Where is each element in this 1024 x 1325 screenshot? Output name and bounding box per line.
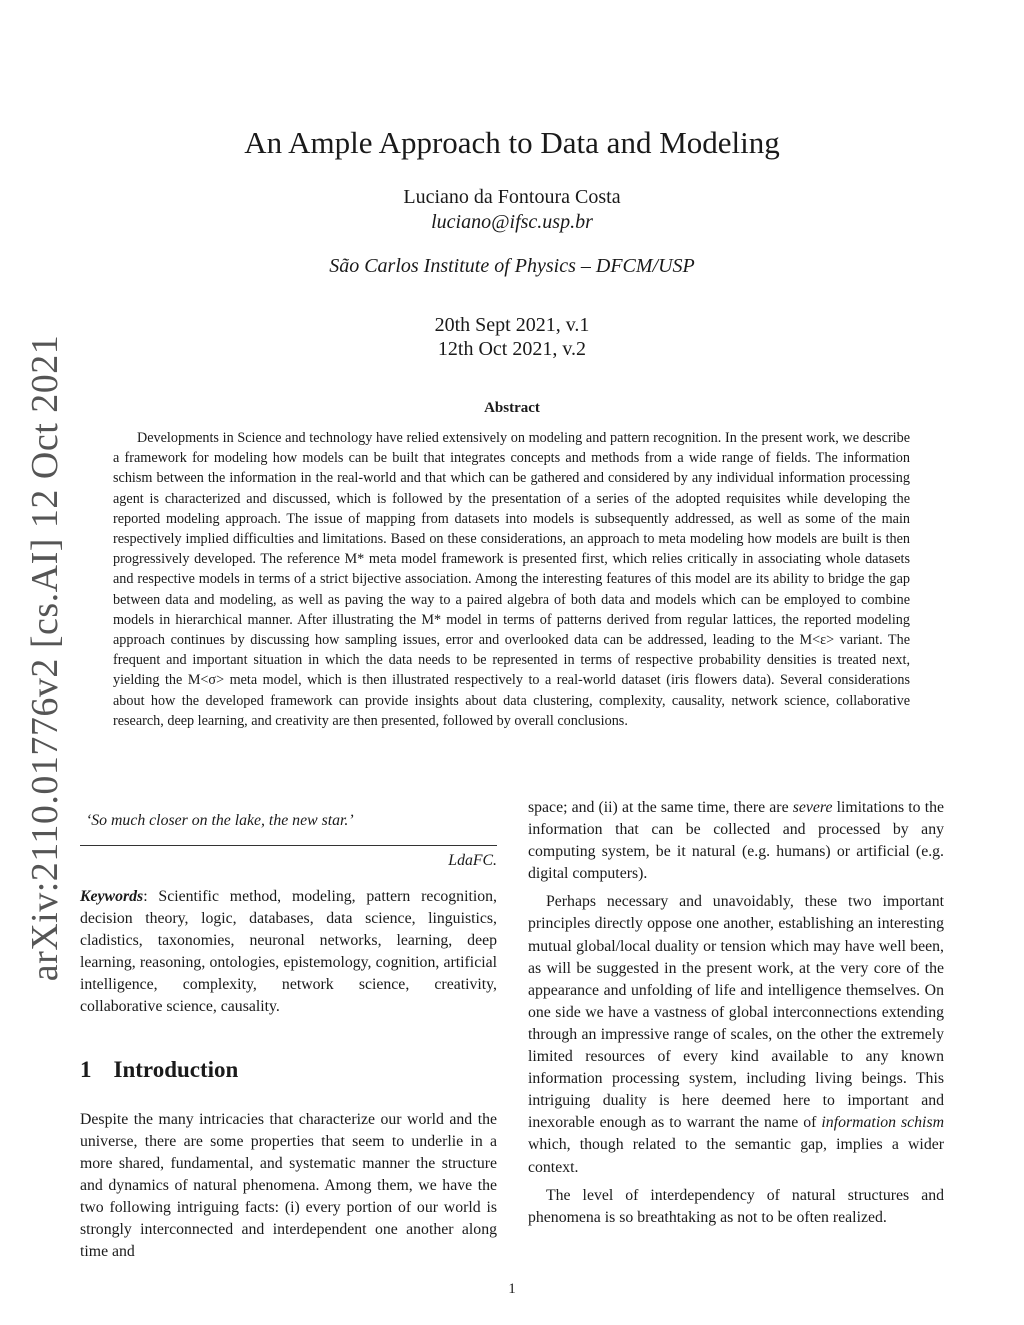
epigraph-signature: LdaFC. — [448, 852, 497, 869]
intro-paragraph: Despite the many intricacies that characterize our world and the universe, there are some properties that seem to underlie in a more shared, fundamental, and systematic manner the structure and dynamics of natural phenomena. Among them, we have the two following intriguing facts: (i) every portion of our world is strongly interconnected and interdependent one another along time and — [80, 1110, 497, 1261]
section-number: 1 — [80, 1056, 92, 1082]
text-run: space; and (ii) at the same time, there are — [528, 799, 793, 816]
keywords-label: Keywords — [80, 888, 144, 905]
section-title: Introduction — [113, 1056, 239, 1082]
author-name: Luciano da Fontoura Costa — [403, 186, 621, 208]
abstract-text: Developments in Science and technology have relied extensively on modeling and pattern recognition. In the present work, we describe a framework for modeling how models can be built that integrates concepts and methods from a wide range of fields. The information schism between the information in the real-world and that which can be gathered and considered by any individual information processing agent is characterized and discussed, which is followed by the presentation of a series of the adopted requisites while developing the reported modeling approach. The issue of mapping from datasets into models is subsequently addressed, as well as some of the main respectively implied difficulties and limitations. Based on these considerations, an approach to meta modeling how models are built is then progressively developed. The reference M* meta model framework is presented first, which relies critically in associating whole datasets and respective models in terms of a strict bijective association. Among the interesting features of this model are its ability to bridge the gap between data and modeling, as well as paving the way to a paired algebra of both data and models which can be employed to combine models in hierarchical manner. After illustrating the M* model in terms of patterns derived from regular lattices, the reported modeling approach continues by discussing how sampling issues, error and overlooked data can be addressed, leading to the M<ε> variant. The frequent and important situation in which the data needs to be represented in terms of respective probability densities is treated next, yielding the M<σ> meta model, which is then illustrated respectively to a real-world dataset (iris flowers data). Several considerations about how the developed framework can provide insights about data clustering, complexity, causality, network science, collaborative research, deep learning, and creativity are then presented, followed by overall conclusions. — [113, 430, 910, 729]
section-heading — [80, 1055, 497, 1085]
version-date-1: 20th Sept 2021, v.1 — [434, 314, 590, 336]
body-paragraph-1 — [528, 797, 944, 885]
epigraph-divider — [80, 845, 497, 846]
body-paragraph-3: The level of interdependency of natural structures and phenomena is so breathtaking as not to be often realized. — [528, 1186, 944, 1226]
paper-title: An Ample Approach to Data and Modeling — [244, 125, 780, 160]
epigraph-quote: ‘So much closer on the lake, the new star.’ — [86, 812, 354, 829]
version-date-2: 12th Oct 2021, v.2 — [437, 338, 587, 360]
right-column — [528, 797, 944, 1229]
text-run: which, though related to the semantic gap, implies a wider context. — [528, 1136, 944, 1176]
arxiv-identifier: arXiv:2110.01776v2 [cs.AI] 12 Oct 2021 — [24, 334, 66, 982]
author-affiliation: São Carlos Institute of Physics – DFCM/USP — [329, 255, 695, 277]
abstract-heading: Abstract — [484, 400, 540, 416]
text-run: Perhaps necessary and unavoidably, these two important principles directly oppose one another, establishing an interesting mutual global/local duality or tension which may have well been, as will be suggested in the present work, at the very core of the appearance and unfolding of life and intelligence themselves. On one side we have a vastness of global interconnections extending through an impressive range of scales, on the other the extremely limited resources of every kind available to any known information processing system, including living beings. This intriguing duality is here deemed here to important and inexorable enough as to warrant the name of — [528, 893, 944, 1132]
body-paragraph-2 — [528, 891, 944, 1178]
author-email: luciano@ifsc.usp.br — [431, 211, 593, 233]
keywords-block — [80, 886, 497, 1019]
keywords-text: : Scientific method, modeling, pattern recognition, decision theory, logic, databases, data science, linguistics, cladistics, taxonomies, neuronal networks, learning, deep learning, reasoning, ontologies, epistemology, cognition, artificial intelligence, complexity, network science, creativity, collaborative science, causality. — [80, 888, 497, 1016]
emphasis-text: severe — [792, 799, 833, 816]
text-run: limitations to the information that can be collected and processed by any computing system, be it natural (e.g. humans) or artificial (e.g. digital computers). — [528, 799, 944, 883]
left-column — [80, 810, 497, 1263]
page-number: 1 — [508, 1281, 516, 1297]
emphasis-text: information schism — [821, 1114, 944, 1132]
arxiv-sidebar-stamp — [0, 334, 90, 982]
